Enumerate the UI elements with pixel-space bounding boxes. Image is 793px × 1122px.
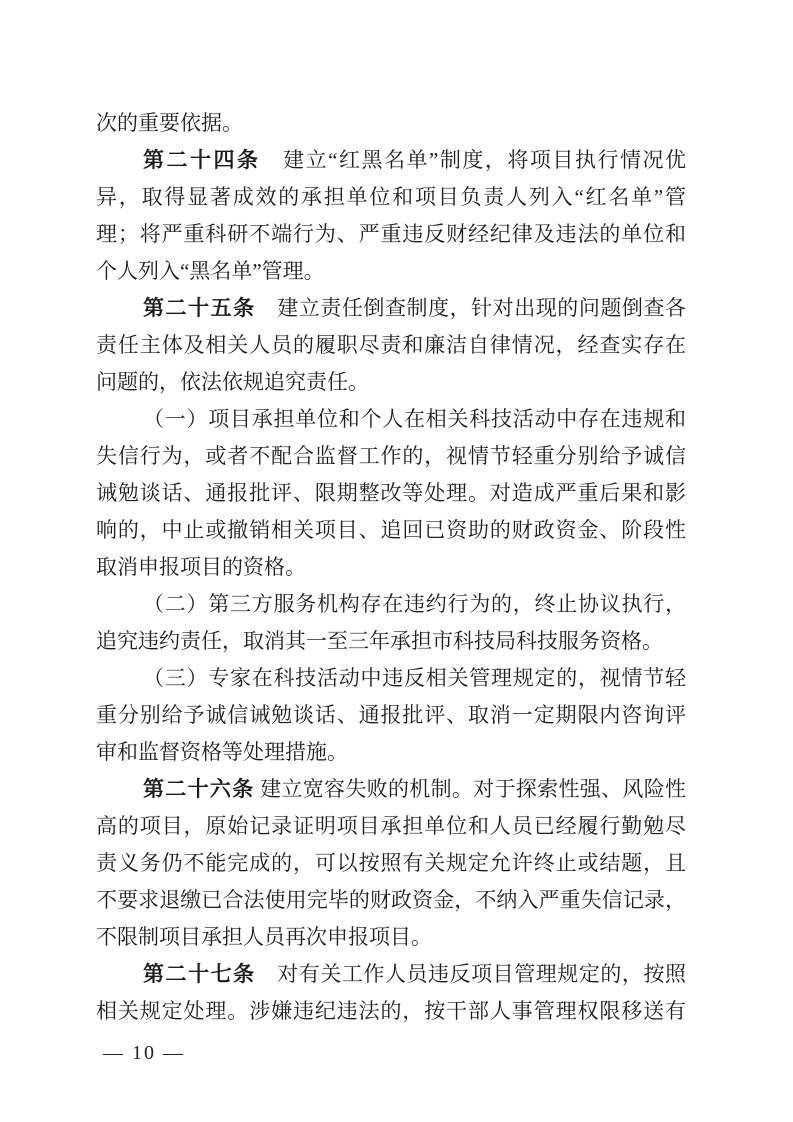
line-text: 失信行为，或者不配合监督工作的，视情节轻重分别给予诚信 (96, 444, 686, 468)
line-text: 不限制项目承担人员再次申报项目。 (96, 925, 432, 949)
page-number: — 10 — (103, 1042, 185, 1064)
text-line (96, 290, 686, 327)
line-text: 相关规定处理。涉嫌违纪违法的，按干部人事管理权限移送有 (96, 999, 686, 1023)
article-number: 第二十六条 (143, 778, 255, 801)
text-line (96, 808, 686, 845)
text-line (96, 179, 686, 216)
line-text: 建立责任倒查制度，针对出现的问题倒查各 (255, 296, 687, 320)
text-line (96, 216, 686, 253)
text-line (96, 438, 686, 475)
article-number: 第二十四条 (143, 149, 261, 172)
document-body (96, 105, 686, 1030)
line-text: 理；将严重科研不端行为、严重违反财经纪律及违法的单位和 (96, 222, 686, 246)
text-line (96, 882, 686, 919)
text-line (96, 734, 686, 771)
line-text: 取消申报项目的资格。 (96, 555, 306, 579)
line-text: 高的项目，原始记录证明项目承担单位和人员已经履行勤勉尽 (96, 814, 686, 838)
text-line (96, 253, 686, 290)
text-line (96, 697, 686, 734)
line-text: 责任主体及相关人员的履职尽责和廉洁自律情况，经查实存在 (96, 333, 686, 357)
line-text: 诫勉谈话、通报批评、限期整改等处理。对造成严重后果和影 (96, 481, 686, 505)
text-line (96, 956, 686, 993)
line-text: 次的重要依据。 (96, 111, 243, 135)
text-line (96, 919, 686, 956)
article-number: 第二十七条 (143, 963, 256, 986)
line-text: 个人列入“黑名单”管理。 (96, 259, 325, 283)
line-text: 重分别给予诚信诫勉谈话、通报批评、取消一定期限内咨询评 (96, 703, 686, 727)
line-text: （二）第三方服务机构存在违约行为的，终止协议执行， (143, 592, 686, 616)
text-line (96, 327, 686, 364)
line-text: 追究违约责任，取消其一至三年承担市科技局科技服务资格。 (96, 629, 663, 653)
line-text: 响的，中止或撤销相关项目、追回已资助的财政资金、阶段性 (96, 518, 686, 542)
text-line (96, 475, 686, 512)
line-text: （一）项目承担单位和个人在相关科技活动中存在违规和 (143, 407, 686, 431)
line-text: 审和监督资格等处理措施。 (96, 740, 348, 764)
text-line (96, 845, 686, 882)
text-line (96, 660, 686, 697)
article-number: 第二十五条 (143, 297, 256, 320)
line-text: 异，取得显著成效的承担单位和项目负责人列入“红名单”管 (96, 185, 686, 209)
text-line (96, 549, 686, 586)
line-text: 对有关工作人员违反项目管理规定的，按照 (255, 962, 687, 986)
line-text: 责义务仍不能完成的，可以按照有关规定允许终止或结题，且 (96, 851, 686, 875)
line-text: 建立“红黑名单”制度，将项目执行情况优 (260, 148, 687, 172)
text-line (96, 401, 686, 438)
text-line (96, 142, 686, 179)
text-line (96, 993, 686, 1030)
text-line (96, 771, 686, 808)
text-line (96, 623, 686, 660)
line-text: 问题的，依法依规追究责任。 (96, 370, 369, 394)
line-text: 建立宽容失败的机制。对于探索性强、风险性 (254, 777, 687, 801)
text-line (96, 364, 686, 401)
text-line (96, 586, 686, 623)
text-line (96, 105, 686, 142)
text-line (96, 512, 686, 549)
line-text: 不要求退缴已合法使用完毕的财政资金，不纳入严重失信记录， (96, 888, 686, 912)
line-text: （三）专家在科技活动中违反相关管理规定的，视情节轻 (143, 666, 686, 690)
